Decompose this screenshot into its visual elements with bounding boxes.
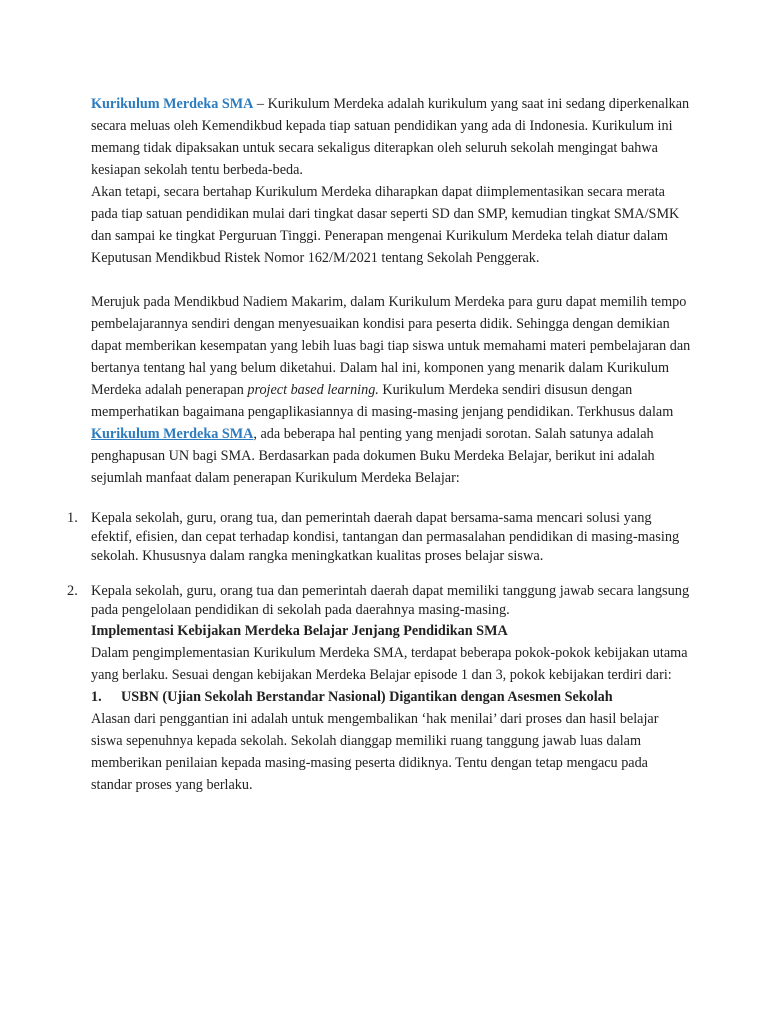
section-heading: Implementasi Kebijakan Merdeka Belajar Jenjang Pendidikan SMA — [91, 623, 508, 639]
list-number: 1. — [67, 510, 78, 526]
title-link[interactable]: Kurikulum Merdeka SMA — [91, 96, 254, 112]
kurikulum-merdeka-sma-link[interactable]: Kurikulum Merdeka SMA — [91, 426, 254, 442]
paragraph-implementation: Akan tetapi, secara bertahap Kurikulum Merdeka diharapkan dapat diimplementasikan secara merata pada tiap satuan pendidikan mulai dari tingkat dasar seperti SD dan SMP, kemudian tingkat SMA/SMK dan sampai ke tingkat Perguruan Tinggi. Penerapan mengenai Kurikulum Merdeka telah diatur dalam Keputusan Mendikbud Ristek Nomor 162/M/2021 tentang Sekolah Penggerak. — [91, 184, 680, 266]
intro-paragraph — [91, 93, 691, 181]
article-content — [67, 93, 691, 796]
list-number: 2. — [67, 583, 78, 599]
sub-heading-text: USBN (Ujian Sekolah Berstandar Nasional) Digantikan dengan Asesmen Sekolah — [121, 689, 613, 705]
sub-heading — [91, 686, 691, 708]
project-based-learning-text: project based learning. — [247, 382, 379, 398]
intro-text: – Kurikulum Merdeka adalah kurikulum yang saat ini sedang diperkenalkan secara meluas oleh Kemendikbud kepada tiap satuan pendidikan yang ada di Indonesia. Kurikulum ini memang tidak dipaksakan untuk secara sekaligus diterapkan oleh seluruh sekolah mengingat bahwa kesiapan sekolah tentu berbeda-beda. — [91, 96, 690, 178]
list-item — [0, 509, 691, 566]
sub-heading-number: 1. — [91, 689, 102, 705]
section-paragraph: Dalam pengimplementasian Kurikulum Merdeka SMA, terdapat beberapa pokok-pokok kebijakan utama yang berlaku. Sesuai dengan kebijakan Merdeka Belajar episode 1 dan 3, pokok kebijakan terdiri dari: — [91, 645, 688, 683]
list-item-text: Kepala sekolah, guru, orang tua dan pemerintah daerah dapat memiliki tanggung jawab secara langsung pada pengelolaan pendidikan di sekolah pada daerahnya masing-masing. — [91, 583, 690, 618]
list-item — [0, 582, 691, 620]
benefits-list — [67, 509, 691, 620]
paragraph-nadiem: Merujuk pada Mendikbud Nadiem Makarim, dalam Kurikulum Merdeka para guru dapat memilih tempo pembelajarannya sendiri dengan menyesuaikan kondisi para peserta didik. Sehingga dengan demikian dapat memberikan kesempatan yang lebih luas bagi tiap siswa untuk memahami materi pembelajaran dan bertanya tentang hal yang belum diketahui. Dalam hal ini, komponen yang menarik dalam Kurikulum Merdeka adalah penerapan project based learning. Kurikulum Merdeka sendiri disusun dengan memperhatikan bagaimana pengaplikasiannya di masing-masing jenjang pendidikan. Terkhusus dalam Kurikulum Merdeka SMA, ada beberapa hal penting yang menjadi sorotan. Salah satunya adalah penghapusan UN bagi SMA. Berdasarkan pada dokumen Buku Merdeka Belajar, berikut ini adalah sejumlah manfaat dalam penerapan Kurikulum Merdeka Belajar: — [91, 294, 691, 486]
list-item-text: Kepala sekolah, guru, orang tua, dan pemerintah daerah dapat bersama-sama mencari solusi yang efektif, efisien, dan cepat terhadap kondisi, tantangan dan permasalahan pendidikan di masing-masing sekolah. Khususnya dalam rangka meningkatkan kualitas proses belajar siswa. — [91, 510, 680, 564]
sub-paragraph: Alasan dari penggantian ini adalah untuk mengembalikan ‘hak menilai’ dari proses dan hasil belajar siswa sepenuhnya kepada sekolah. Sekolah dianggap memiliki ruang tanggung jawab luas dalam memberikan penilaian kepada masing-masing peserta didiknya. Tentu dengan tetap mengacu pada standar proses yang berlaku. — [91, 711, 659, 793]
